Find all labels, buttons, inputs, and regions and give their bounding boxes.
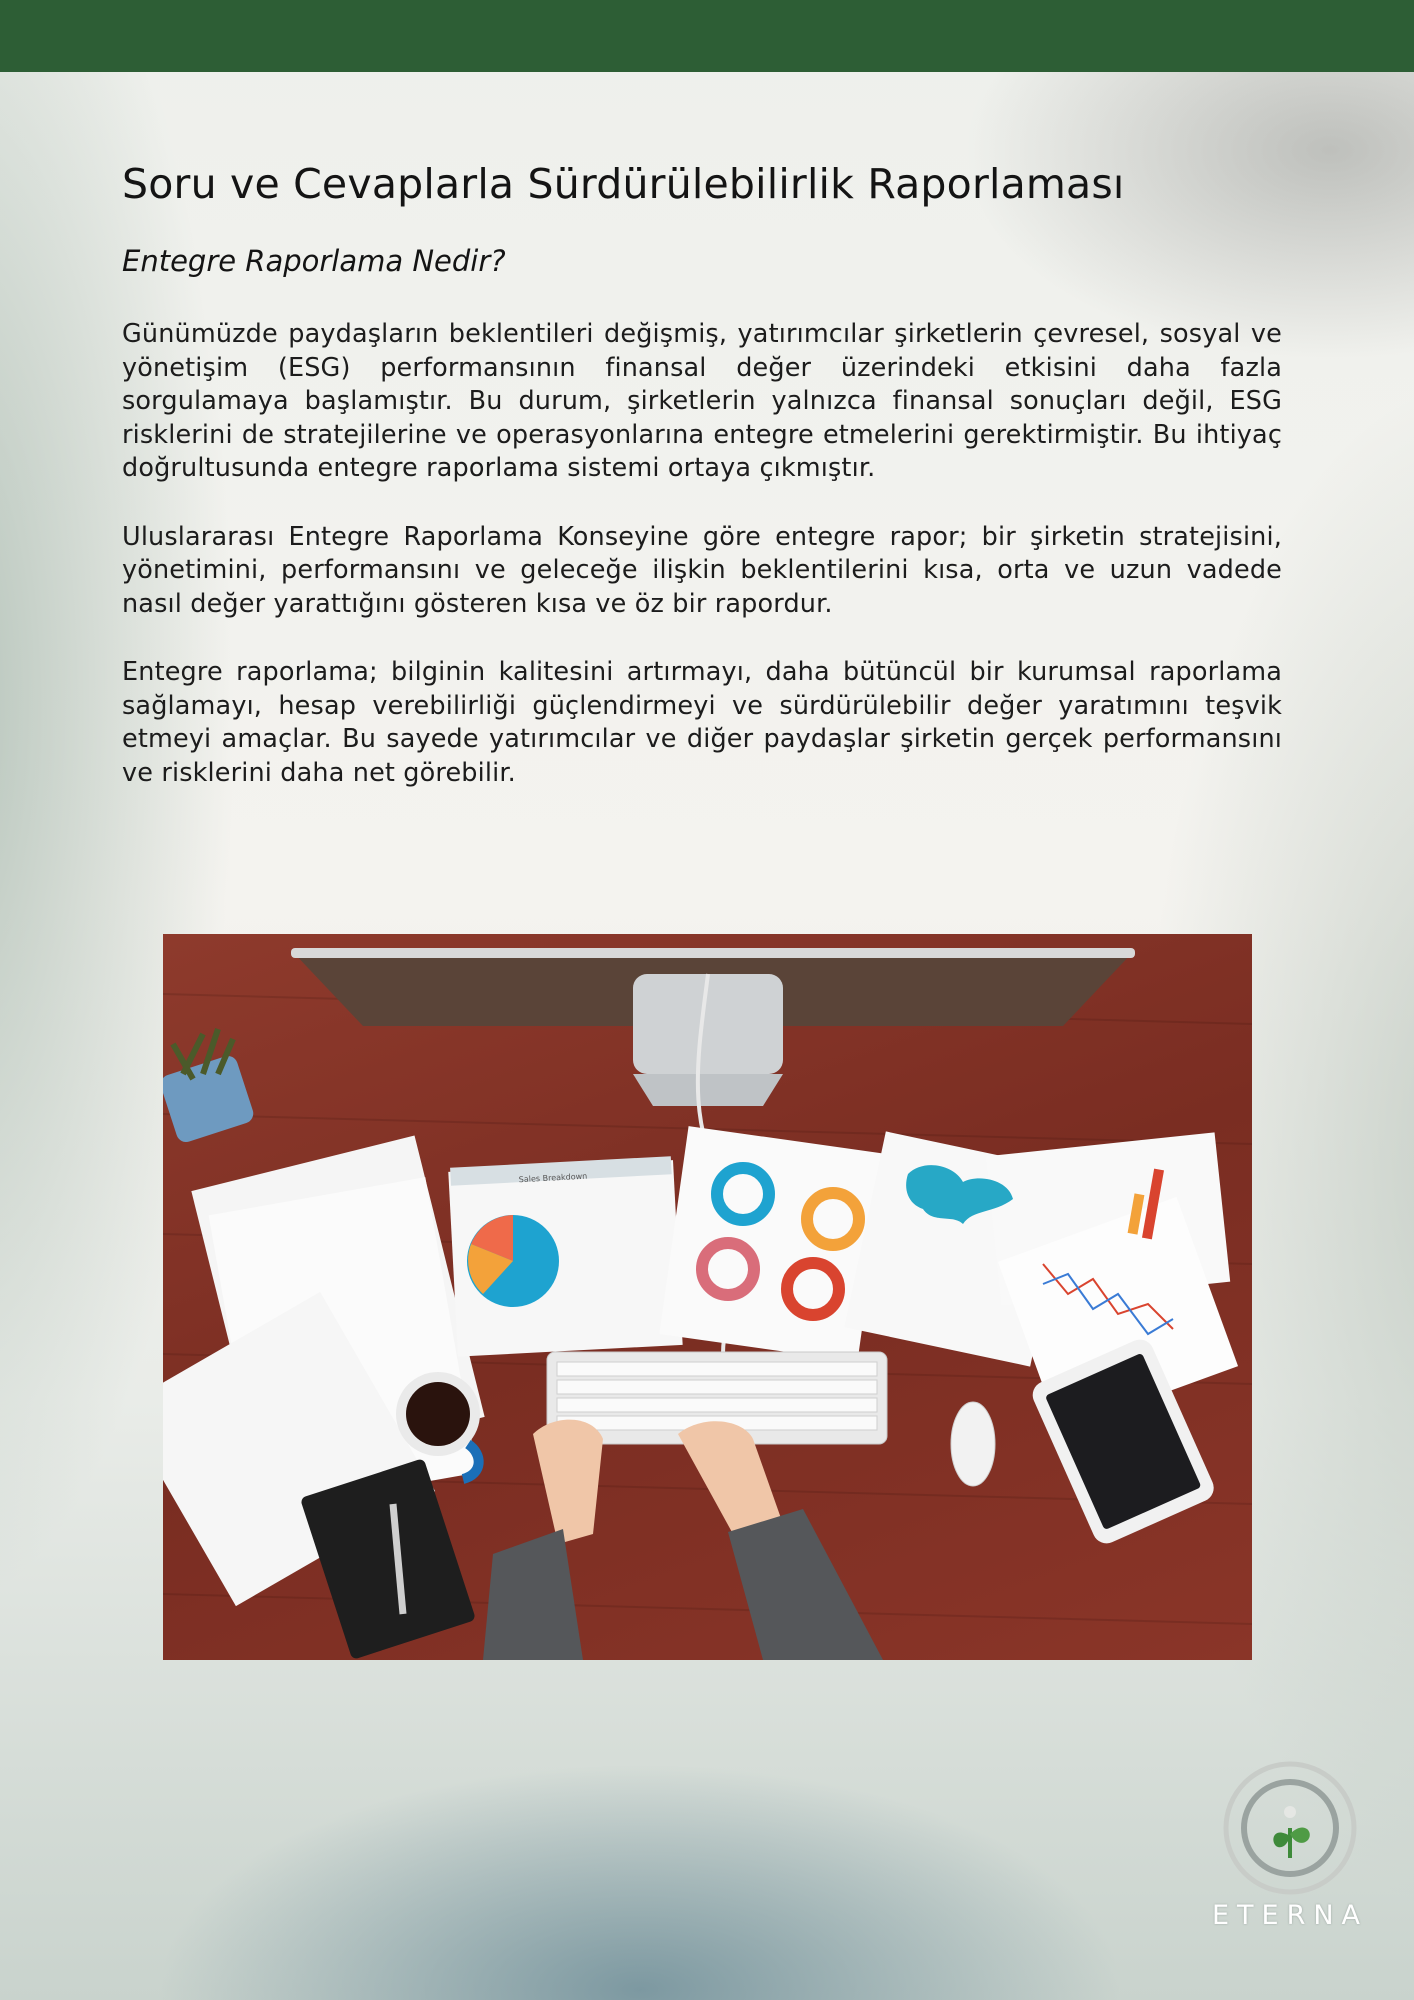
- section-subtitle: Entegre Raporlama Nedir?: [122, 244, 506, 278]
- paragraph-1: Günümüzde paydaşların beklentileri değişmiş, yatırımcılar şirketlerin çevresel, sosyal ve yönetişim (ESG) performansının finansal değer üzerindeki etkisini daha fazla sorgulamaya başlamıştır. Bu durum, şirketlerin yalnızca finansal sonuçları değil, ESG risklerini de stratejilerine ve operasyonlarına entegre etmelerini gerektirmiştir. Bu ihtiyaç doğrultusunda entegre raporlama sistemi ortaya çıkmıştır.: [122, 319, 1282, 483]
- typing-hands: [483, 1420, 883, 1660]
- page-title: Soru ve Cevaplarla Sürdürülebilirlik Raporlaması: [122, 160, 1125, 208]
- sales-breakdown-label: Sales Breakdown: [518, 1171, 588, 1185]
- desk-illustration: [163, 934, 1252, 1660]
- leaf-logo-icon: [1210, 1758, 1370, 1908]
- paragraph-2: Uluslararası Entegre Raporlama Konseyine göre entegre rapor; bir şirketin stratejisini, yönetimini, performansını ve geleceğe ilişkin beklentilerini kısa, orta ve uzun vadede nasıl değer yarattığını gösteren kısa ve öz bir rapordur.: [122, 521, 1282, 619]
- logo-wordmark: ETERNA: [1211, 1900, 1369, 1931]
- plant-pot-icon: [163, 1029, 256, 1145]
- top-header-bar: [0, 0, 1414, 72]
- desk-workspace-photo: [163, 934, 1252, 1660]
- eterna-logo: [1210, 1758, 1370, 1938]
- mouse-icon: [951, 1402, 995, 1486]
- paragraph-3: Entegre raporlama; bilginin kalitesini artırmayı, daha bütüncül bir kurumsal raporlama sağlamayı, hesap verebilirliği güçlendirmeyi ve sürdürülebilir değer yaratımını teşvik etmeyi amaçlar. Bu sayede yatırımcılar ve diğer paydaşlar şirketin gerçek performansını ve risklerini daha net görebilir.: [122, 657, 1282, 788]
- article-content: [122, 160, 1282, 825]
